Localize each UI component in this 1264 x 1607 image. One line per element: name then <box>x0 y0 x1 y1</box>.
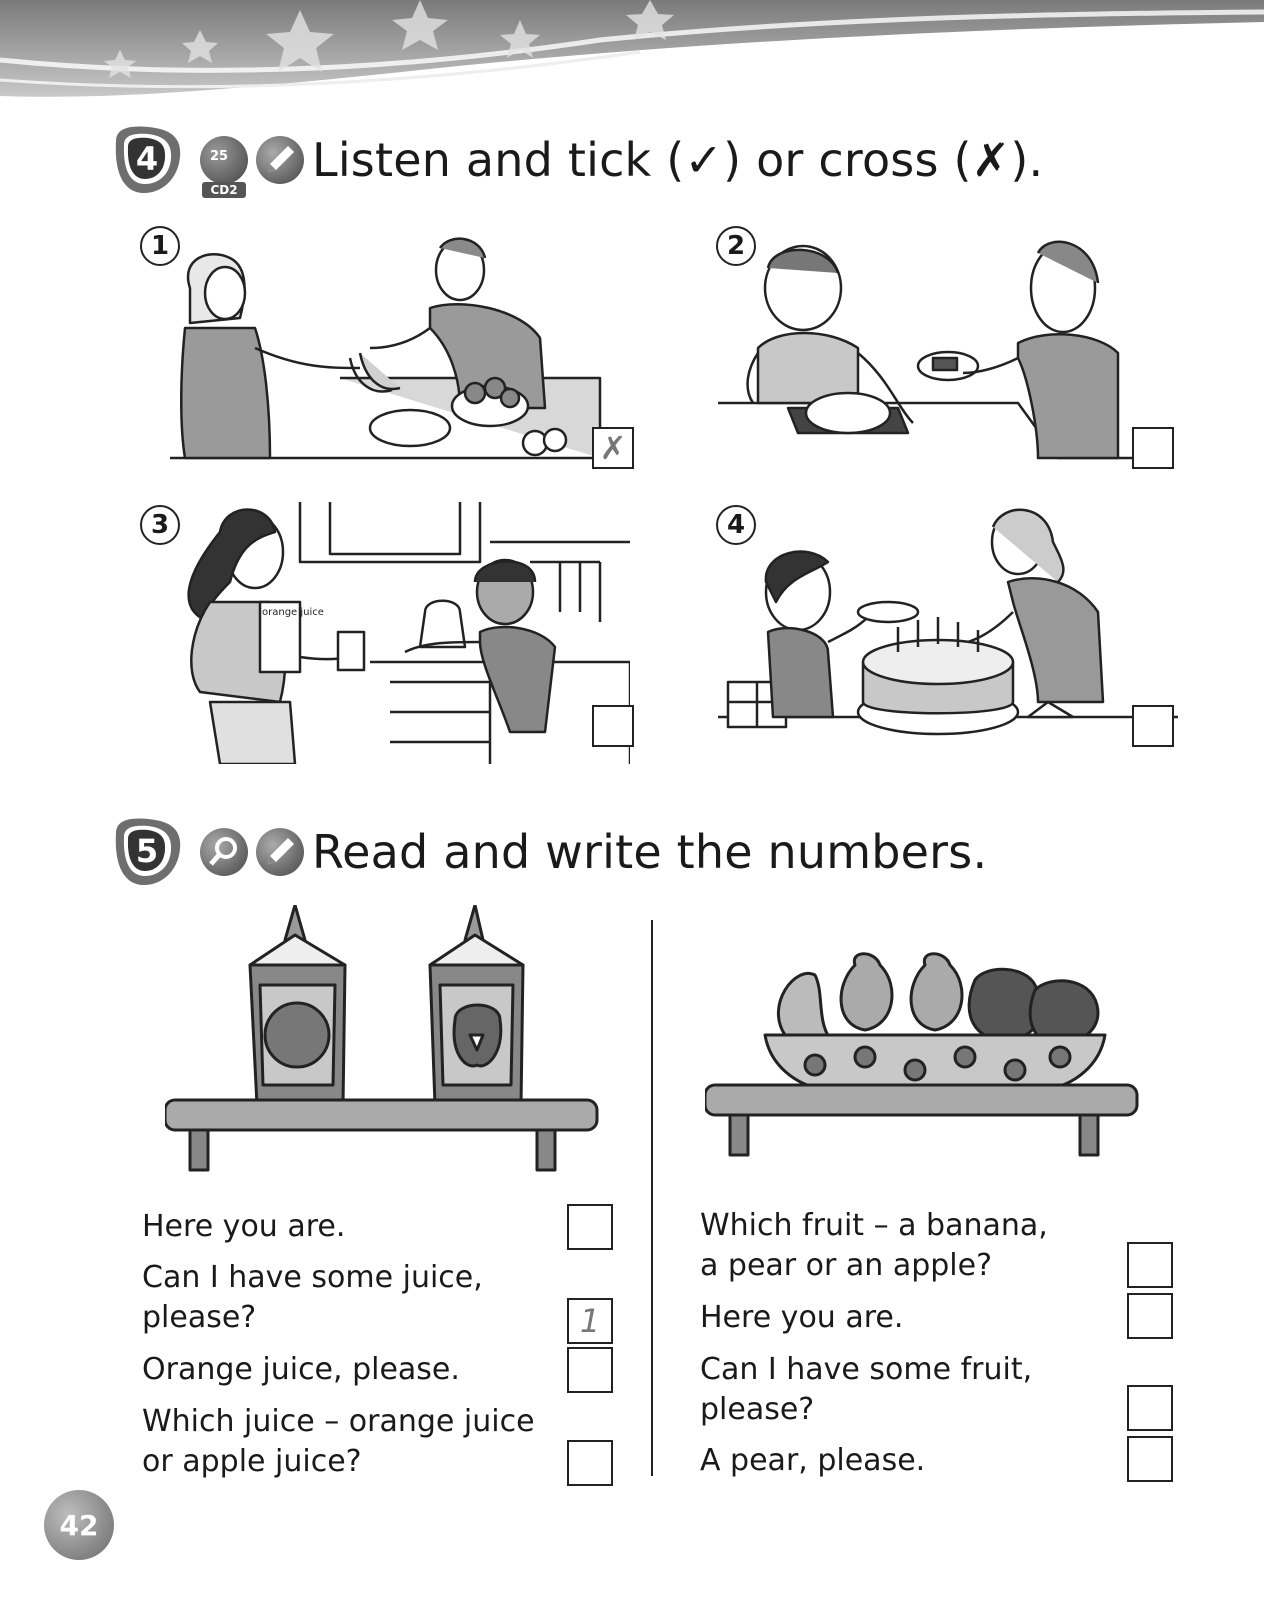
exercise-5-title: Read and write the numbers. <box>312 825 988 879</box>
exercise-number-badge <box>108 813 186 891</box>
fruit-bowl-illustration <box>705 905 1165 1175</box>
picture-3-number: 3 <box>140 505 180 545</box>
decorative-star-banner <box>0 0 1264 110</box>
magnifier-icon <box>200 828 248 876</box>
picture-1-fruit-scene <box>160 228 630 468</box>
boy-with-plate-and-woman-cutting-cake-illustration <box>718 502 1178 764</box>
right-line-2-box[interactable] <box>1127 1293 1173 1339</box>
juice-cartons-illustration <box>165 905 615 1175</box>
picture-1-number: 1 <box>140 226 180 266</box>
column-divider <box>651 920 653 1476</box>
left-line-2: Can I have some juice, please? <box>142 1260 483 1335</box>
left-line-1-box[interactable] <box>567 1204 613 1250</box>
girl-and-man-with-bananas-illustration <box>160 228 630 468</box>
right-line-3-box[interactable] <box>1127 1385 1173 1431</box>
cd-track-icon: 25 CD2 <box>200 136 248 184</box>
page-number: 42 <box>44 1490 114 1560</box>
left-line-4: Which juice – orange juice or apple juice? <box>142 1404 535 1479</box>
picture-2-meal-scene <box>718 228 1178 468</box>
cd-label: CD2 <box>202 182 246 198</box>
picture-2-answer-box[interactable] <box>1132 427 1174 469</box>
exercise-number-badge <box>108 121 186 199</box>
girl-with-orange-juice-and-boy-illustration <box>160 502 630 764</box>
carton-label: orange juice <box>262 607 324 618</box>
right-line-1-box[interactable] <box>1127 1242 1173 1288</box>
picture-4-number: 4 <box>716 505 756 545</box>
exercise-4-title: Listen and tick (✓) or cross (✗). <box>312 133 1044 187</box>
left-line-3-box[interactable] <box>567 1347 613 1393</box>
right-line-4-box[interactable] <box>1127 1436 1173 1482</box>
pencil-icon <box>256 828 304 876</box>
exercise-number: 4 <box>135 140 159 178</box>
picture-1-answer-box[interactable]: ✗ <box>592 427 634 469</box>
right-line-3: Can I have some fruit, please? <box>700 1352 1033 1427</box>
left-line-3: Orange juice, please. <box>142 1352 460 1387</box>
pencil-icon <box>256 136 304 184</box>
exercise-number: 5 <box>135 832 159 870</box>
picture-3-kitchen-scene <box>160 502 630 764</box>
left-line-1: Here you are. <box>142 1209 346 1244</box>
picture-3-answer-box[interactable] <box>592 705 634 747</box>
exercise-5-heading <box>108 812 987 892</box>
picture-4-birthday-scene <box>718 502 1178 764</box>
boy-eating-and-man-with-plate-illustration <box>718 228 1178 468</box>
picture-4-answer-box[interactable] <box>1132 705 1174 747</box>
exercise-4-heading <box>108 120 1043 200</box>
picture-2-number: 2 <box>716 226 756 266</box>
left-line-4-box[interactable] <box>567 1440 613 1486</box>
right-line-2: Here you are. <box>700 1300 904 1335</box>
right-line-4: A pear, please. <box>700 1443 926 1478</box>
right-line-1: Which fruit – a banana, a pear or an apple? <box>700 1208 1048 1283</box>
left-line-2-box[interactable]: 1 <box>567 1298 613 1344</box>
